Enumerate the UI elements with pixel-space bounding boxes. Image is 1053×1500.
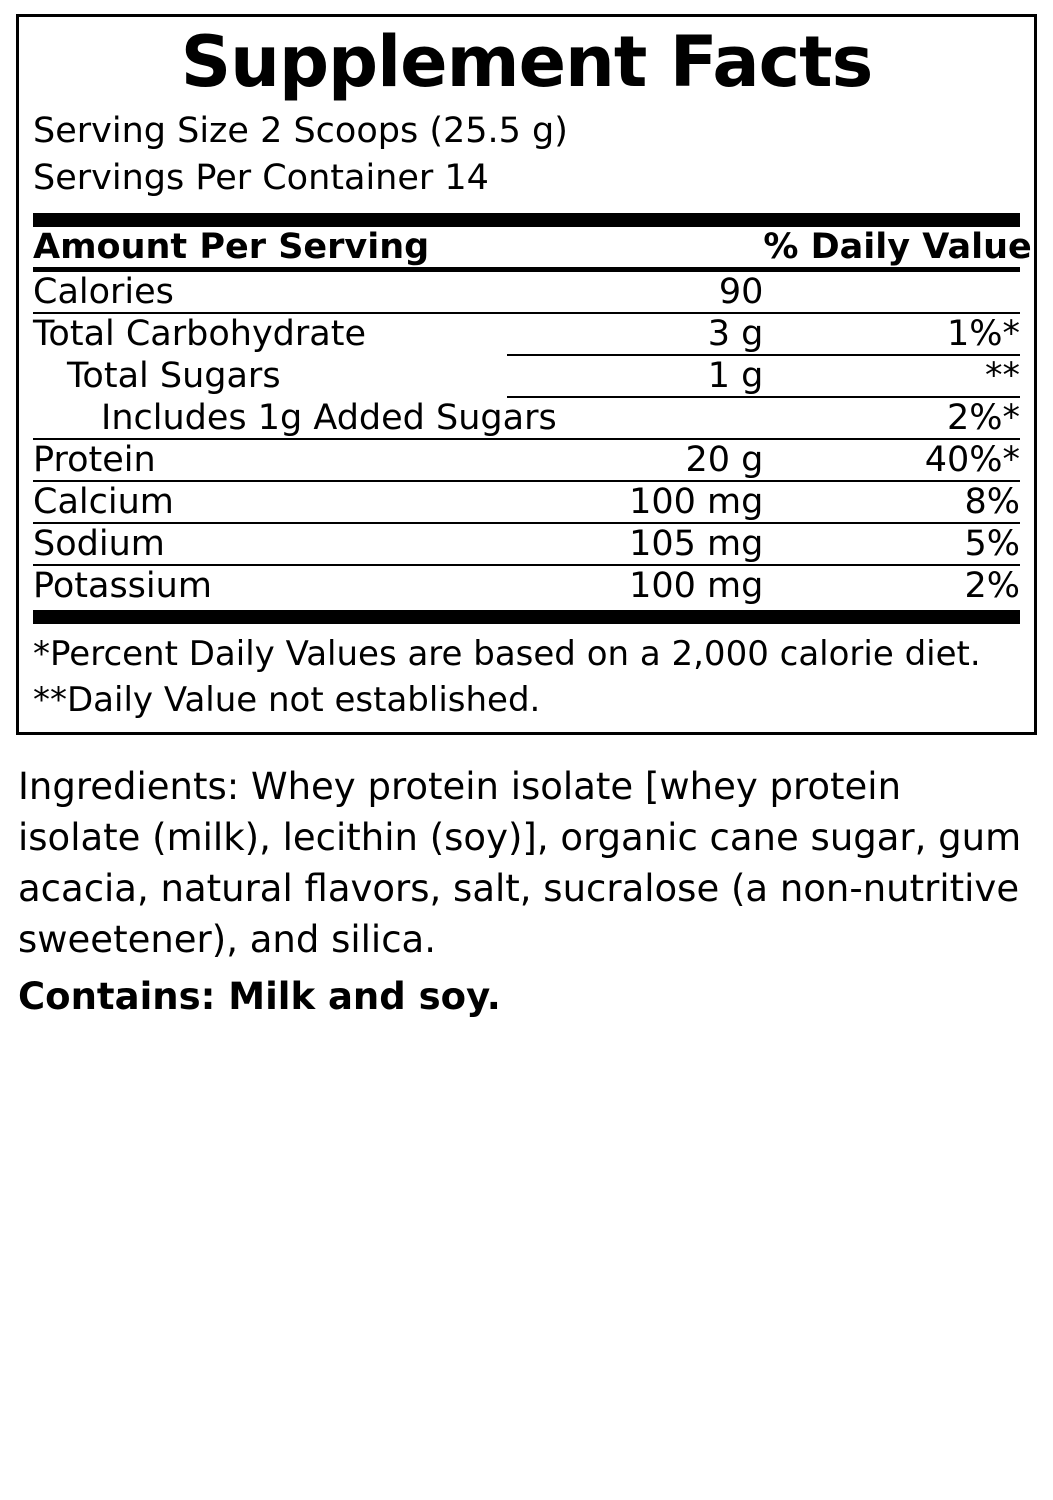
row-amount: 3 g (707, 314, 764, 355)
footnotes (33, 624, 1020, 724)
row-label: Protein (33, 440, 156, 481)
row-amount: 20 g (685, 440, 764, 481)
table-row (33, 440, 1020, 480)
row-amount: 90 (718, 272, 764, 313)
divider-thick-bottom (33, 610, 1020, 624)
row-daily-value: 5% (964, 524, 1020, 565)
footnote-not-established: **Daily Value not established. (33, 680, 541, 721)
panel-title: Supplement Facts (180, 21, 873, 103)
row-label: Calcium (33, 482, 174, 523)
row-label: Total Carbohydrate (33, 314, 366, 355)
header-amount-per-serving: Amount Per Serving (33, 227, 430, 268)
row-label: Sodium (33, 524, 165, 565)
table-row (33, 482, 1020, 522)
row-amount: 100 mg (629, 482, 764, 523)
supplement-facts-panel (16, 14, 1037, 735)
row-daily-value (763, 272, 1020, 312)
ingredients-text: Ingredients: Whey protein isolate [whey protein isolate (milk), lecithin (soy)], organic cane sugar, gum acacia, natural flavors, salt, sucralose (a non-nutritive sweetener), and silica. (18, 765, 1022, 962)
row-daily-value: 8% (964, 482, 1020, 523)
row-daily-value: 40%* (924, 440, 1020, 481)
header-daily-value: % Daily Value (763, 227, 1032, 268)
servings-per-container-text: Servings Per Container 14 (33, 157, 489, 198)
row-daily-value: ** (985, 356, 1020, 397)
table-row (33, 356, 1020, 396)
table-header-row (33, 227, 1020, 267)
table-row (33, 314, 1020, 354)
row-label: Calories (33, 272, 174, 313)
row-daily-value: 2%* (946, 398, 1020, 439)
row-daily-value: 2% (964, 566, 1020, 607)
row-label: Total Sugars (67, 356, 281, 397)
footnote-daily-values: *Percent Daily Values are based on a 2,000 calorie diet. (33, 634, 981, 675)
header-amount-spacer (507, 227, 764, 267)
row-amount: 105 mg (629, 524, 764, 565)
table-row (33, 524, 1020, 564)
nutrition-table (33, 227, 1032, 607)
row-amount: 100 mg (629, 566, 764, 607)
row-label: Includes 1g Added Sugars (101, 398, 557, 439)
contains-allergens-text: Contains: Milk and soy. (18, 975, 501, 1019)
row-amount: 1 g (707, 356, 764, 397)
table-row (33, 272, 1020, 312)
divider-thick-top (33, 213, 1020, 227)
row-label: Potassium (33, 566, 212, 607)
table-row (33, 398, 1020, 438)
table-row (33, 566, 1020, 606)
row-daily-value: 1%* (946, 314, 1020, 355)
serving-size-text: Serving Size 2 Scoops (25.5 g) (33, 111, 568, 152)
